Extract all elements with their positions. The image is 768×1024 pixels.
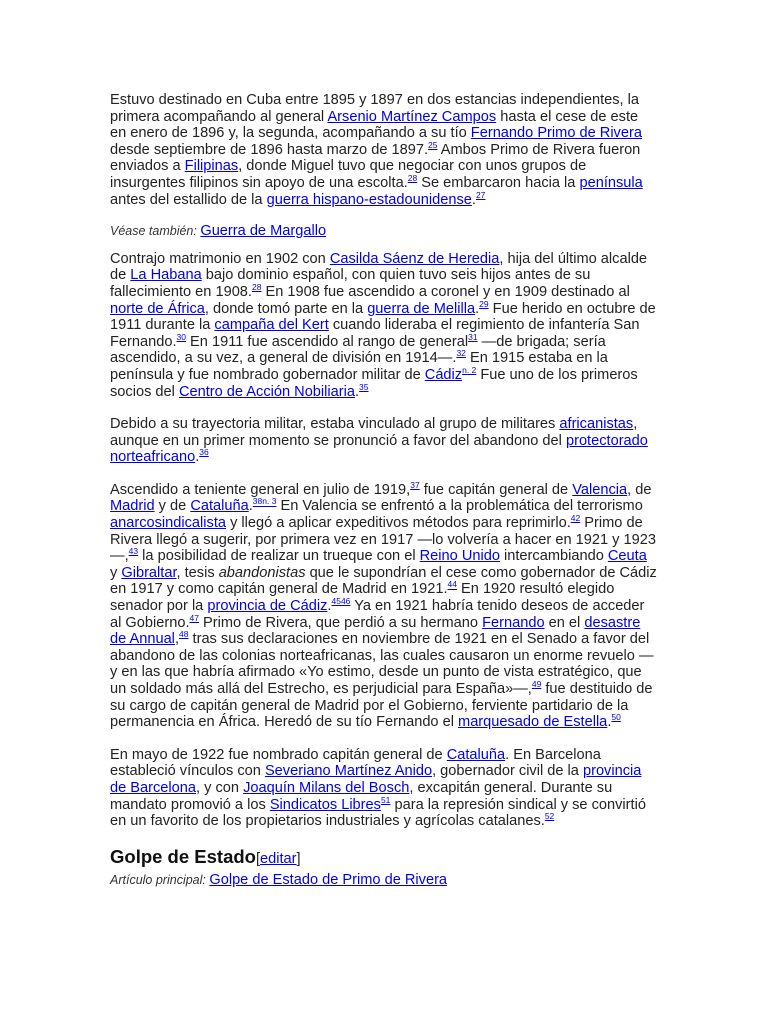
text: En 1920 resultó elegido senador por la xyxy=(110,581,615,615)
reference-link[interactable]: 32 xyxy=(456,348,466,359)
text: Se embarcaron hacia la xyxy=(417,174,580,191)
text: Ascendido a teniente general en julio de 1919, xyxy=(110,481,411,498)
text: Debido a su trayectoria militar, estaba vinculado al grupo de militares xyxy=(110,416,560,433)
reference-link[interactable]: 43 xyxy=(128,546,139,557)
section-title: Golpe de Estado xyxy=(110,845,256,867)
ref-52[interactable] xyxy=(545,811,554,821)
ref-50[interactable] xyxy=(611,712,620,722)
reference-link[interactable]: 36 xyxy=(199,447,209,458)
reference-link[interactable]: 44 xyxy=(447,579,457,590)
see-also-label: Véase también: xyxy=(110,224,197,239)
text: , excapitán general. Durante su mandato promovió a los xyxy=(110,779,613,813)
text: , tesis xyxy=(176,564,219,581)
edit-section xyxy=(256,851,301,867)
ref-28[interactable] xyxy=(408,173,417,183)
ref-37[interactable] xyxy=(410,480,419,490)
text: desde septiembre de 1896 hasta marzo de 1897. xyxy=(110,141,429,158)
reference-link[interactable]: 28 xyxy=(407,173,418,184)
reference-link[interactable]: 27 xyxy=(475,189,486,200)
link-cadiz[interactable]: Cádiz xyxy=(424,366,463,383)
ref-30[interactable] xyxy=(177,332,186,342)
bracket-close: ] xyxy=(296,850,301,867)
link-joaquin-milans-del-bosch[interactable]: Joaquín Milans del Bosch xyxy=(243,779,410,796)
text: bajo dominio español, con quien tuvo seis hijos antes de su fallecimiento en 1908. xyxy=(110,267,591,300)
ref-42[interactable] xyxy=(571,513,580,523)
text: en el xyxy=(544,614,585,631)
link-norte-de-africa[interactable]: norte de África xyxy=(110,300,205,317)
link-campana-del-kert[interactable]: campaña del Kert xyxy=(214,317,329,334)
paragraph-africanistas xyxy=(110,416,658,466)
ref-49[interactable] xyxy=(532,679,541,689)
text: . xyxy=(327,598,332,615)
text: Primo de Rivera llegó a sugerir, por primera vez en 1917 —lo volvería a hacer en 1921 y 1923—, xyxy=(110,515,656,565)
link-la-habana[interactable]: La Habana xyxy=(130,267,202,284)
link-reino-unido[interactable]: Reino Unido xyxy=(419,548,500,565)
ref-36[interactable] xyxy=(199,447,208,457)
see-also-hatnote xyxy=(110,223,658,240)
main-article-hatnote xyxy=(110,872,658,889)
ref-31[interactable] xyxy=(468,332,477,342)
link-africanistas[interactable]: africanistas xyxy=(559,416,634,433)
text: En 1911 fue ascendido al rango de general xyxy=(186,333,469,350)
main-article-label: Artículo principal: xyxy=(110,872,206,887)
reference-link[interactable]: 29 xyxy=(479,298,489,309)
text: . xyxy=(475,300,480,317)
ref-51[interactable] xyxy=(381,795,390,805)
text: . xyxy=(607,714,612,731)
text: Ambos Primo de Rivera fueron enviados a xyxy=(110,141,641,175)
text: antes del estallido de la xyxy=(110,191,267,208)
link-guerra-hispano-estadounidense[interactable]: guerra hispano-estadounidense xyxy=(266,191,472,208)
article-body xyxy=(110,92,658,888)
text: fue capitán general de xyxy=(419,481,573,498)
text: . xyxy=(354,383,360,400)
text: , de xyxy=(627,481,652,498)
text: Primo de Rivera, que perdió a su hermano xyxy=(198,614,483,631)
link-fernando-primo-de-rivera[interactable]: Fernando Primo de Rivera xyxy=(470,125,642,142)
link-protectorado-norteafricano[interactable]: protectorado norteafricano xyxy=(110,432,648,466)
link-centro-de-accion-nobiliaria[interactable]: Centro de Acción Nobiliaria xyxy=(178,383,355,400)
reference-link[interactable]: 31 xyxy=(468,331,478,342)
text: . xyxy=(471,191,476,208)
link-valencia[interactable]: Valencia xyxy=(572,481,628,498)
ref-44[interactable] xyxy=(448,580,457,590)
link-anarcosindicalista[interactable]: anarcosindicalista xyxy=(110,515,227,532)
reference-link[interactable]: 42 xyxy=(570,513,581,524)
reference-link[interactable]: 30 xyxy=(176,331,186,342)
paragraph-teniente-general xyxy=(110,482,658,731)
text: Estuvo destinado en Cuba entre 1895 y 1897 en dos estancias independientes, la primera acompañando al general xyxy=(110,92,640,125)
text: , donde tomó parte en la xyxy=(204,300,368,317)
link-gibraltar[interactable]: Gibraltar xyxy=(121,564,177,581)
reference-link[interactable]: 48 xyxy=(179,629,189,640)
link-golpe-de-estado-de-primo-de-rivera[interactable]: Golpe de Estado de Primo de Rivera xyxy=(209,871,448,888)
reference-link[interactable]: 25 xyxy=(428,139,438,150)
reference-link[interactable]: 38n. 3 xyxy=(252,496,277,507)
text: Contrajo matrimonio en 1902 con xyxy=(110,250,330,267)
link-madrid[interactable]: Madrid xyxy=(110,498,155,515)
ref-38-n3[interactable] xyxy=(253,497,277,507)
link-casilda-saenz-de-heredia[interactable]: Casilda Sáenz de Heredia xyxy=(329,250,500,267)
link-marquesado-de-estella[interactable]: marquesado de Estella xyxy=(458,714,608,731)
text: Fue herido en octubre de 1911 durante la xyxy=(110,300,656,334)
ref-25[interactable] xyxy=(428,140,437,150)
ref-29[interactable] xyxy=(479,299,488,309)
text: y llegó a aplicar expeditivos métodos para reprimirlo. xyxy=(226,515,571,532)
link-desastre-de-annual[interactable]: desastre de Annual xyxy=(110,614,641,648)
edit-link[interactable]: editar xyxy=(260,850,297,867)
text: , donde Miguel tuvo que negociar con unos grupos de insurgentes filipinos sin apoyo de una escolta. xyxy=(110,158,587,191)
ref-27[interactable] xyxy=(476,190,485,200)
link-cataluna[interactable]: Cataluña xyxy=(190,498,249,515)
text: y xyxy=(110,564,122,581)
text: , aunque en un primer momento se pronunció a favor del abandono del xyxy=(110,416,638,449)
reference-link[interactable]: 49 xyxy=(531,679,542,690)
text: , gobernador civil de la xyxy=(432,763,583,780)
link-ceuta[interactable]: Ceuta xyxy=(607,548,647,565)
text: , hija del último alcalde de xyxy=(110,250,648,284)
text: cuando lideraba el regimiento de infantería San Fernando. xyxy=(110,317,640,350)
text: tras sus declaraciones en noviembre de 1921 en el Senado a favor del abandono de las colonias norteafricanas, las cuales causaron un enorme revuelo —y en las que habría afirmado «Yo estimo, desde un punto de vista estratégico, que un soldado más allá del Estrecho, es perjudicial para España»—, xyxy=(110,631,654,697)
link-filipinas[interactable]: Filipinas xyxy=(184,158,239,175)
text: . En Barcelona estableció vínculos con xyxy=(110,746,601,780)
text: En 1908 fue ascendido a coronel y en 1909 destinado al xyxy=(261,283,630,300)
text: , xyxy=(174,631,179,648)
text: para la represión sindical y se convirtió en un favorito de los propietarios industriales y agrícolas catalanes. xyxy=(110,796,646,830)
ref-35[interactable] xyxy=(359,382,368,392)
reference-link[interactable]: 37 xyxy=(410,480,420,491)
reference-link[interactable]: 4546 xyxy=(331,596,351,607)
text: , y con xyxy=(196,779,244,796)
text: hasta el cese de este en enero de 1896 y, la segunda, acompañando a su tío xyxy=(110,108,639,142)
paragraph-cataluna xyxy=(110,747,658,830)
text: y de xyxy=(154,498,191,515)
link-cataluna-2[interactable]: Cataluña xyxy=(446,746,506,763)
paragraph-cuba xyxy=(110,92,658,208)
text: intercambiando xyxy=(499,548,608,565)
text: que le supondrían el cese como gobernador de Cádiz en 1917 y como capitán general de Madrid en 1921. xyxy=(110,564,657,598)
text: fue destituido de su cargo de capitán general de Madrid por el Gobierno, ferviente partidario de la permanencia en África. Heredó de su tío Fernando el xyxy=(110,681,653,731)
text: En 1915 estaba en la península y fue nombrado gobernador militar de xyxy=(110,350,608,383)
text: —de brigada; sería ascendido, a su vez, a general de división en 1914—. xyxy=(110,333,606,367)
paragraph-matrimonio xyxy=(110,251,658,400)
text: En mayo de 1922 fue nombrado capitán general de xyxy=(110,746,447,763)
bracket-open: [ xyxy=(255,850,261,867)
reference-link[interactable]: 50 xyxy=(611,712,621,723)
link-guerra-de-margallo[interactable]: Guerra de Margallo xyxy=(200,223,327,240)
ref-32[interactable] xyxy=(456,348,465,358)
link-provincia-de-cadiz[interactable]: provincia de Cádiz xyxy=(207,598,328,615)
link-fernando[interactable]: Fernando xyxy=(482,614,545,631)
text: En Valencia se enfrentó a la problemática del terrorismo xyxy=(276,498,643,515)
ref-43[interactable] xyxy=(129,546,138,556)
ref-47[interactable] xyxy=(190,613,199,623)
text: Ya en 1921 habría tenido deseos de acceder al Gobierno. xyxy=(110,598,645,631)
reference-link[interactable]: n. 2 xyxy=(462,365,477,376)
section-heading-golpe-de-estado xyxy=(110,846,658,870)
reference-link[interactable]: 52 xyxy=(544,811,555,822)
emphasis-abandonistas: abandonistas xyxy=(218,564,306,581)
link-guerra-de-melilla[interactable]: guerra de Melilla xyxy=(367,300,476,317)
link-arsenio-martinez-campos[interactable]: Arsenio Martínez Campos xyxy=(327,108,497,125)
reference-link[interactable]: 35 xyxy=(359,381,369,392)
link-provincia-de-barcelona[interactable]: provincia de Barcelona xyxy=(110,763,642,796)
reference-link[interactable]: 28 xyxy=(251,282,262,293)
text: . xyxy=(248,498,253,515)
text: Fue uno de los primeros socios del xyxy=(110,366,638,400)
link-peninsula[interactable]: península xyxy=(579,174,643,191)
reference-link[interactable]: 51 xyxy=(380,794,391,805)
link-sindicatos-libres[interactable]: Sindicatos Libres xyxy=(269,796,381,813)
reference-link[interactable]: 47 xyxy=(189,612,199,623)
text: . xyxy=(195,449,200,466)
text: la posibilidad de realizar un trueque con el xyxy=(138,548,420,565)
note-n2[interactable] xyxy=(462,365,476,375)
ref-45-46[interactable] xyxy=(331,596,350,606)
link-severiano-martinez-anido[interactable]: Severiano Martínez Anido xyxy=(264,763,433,780)
